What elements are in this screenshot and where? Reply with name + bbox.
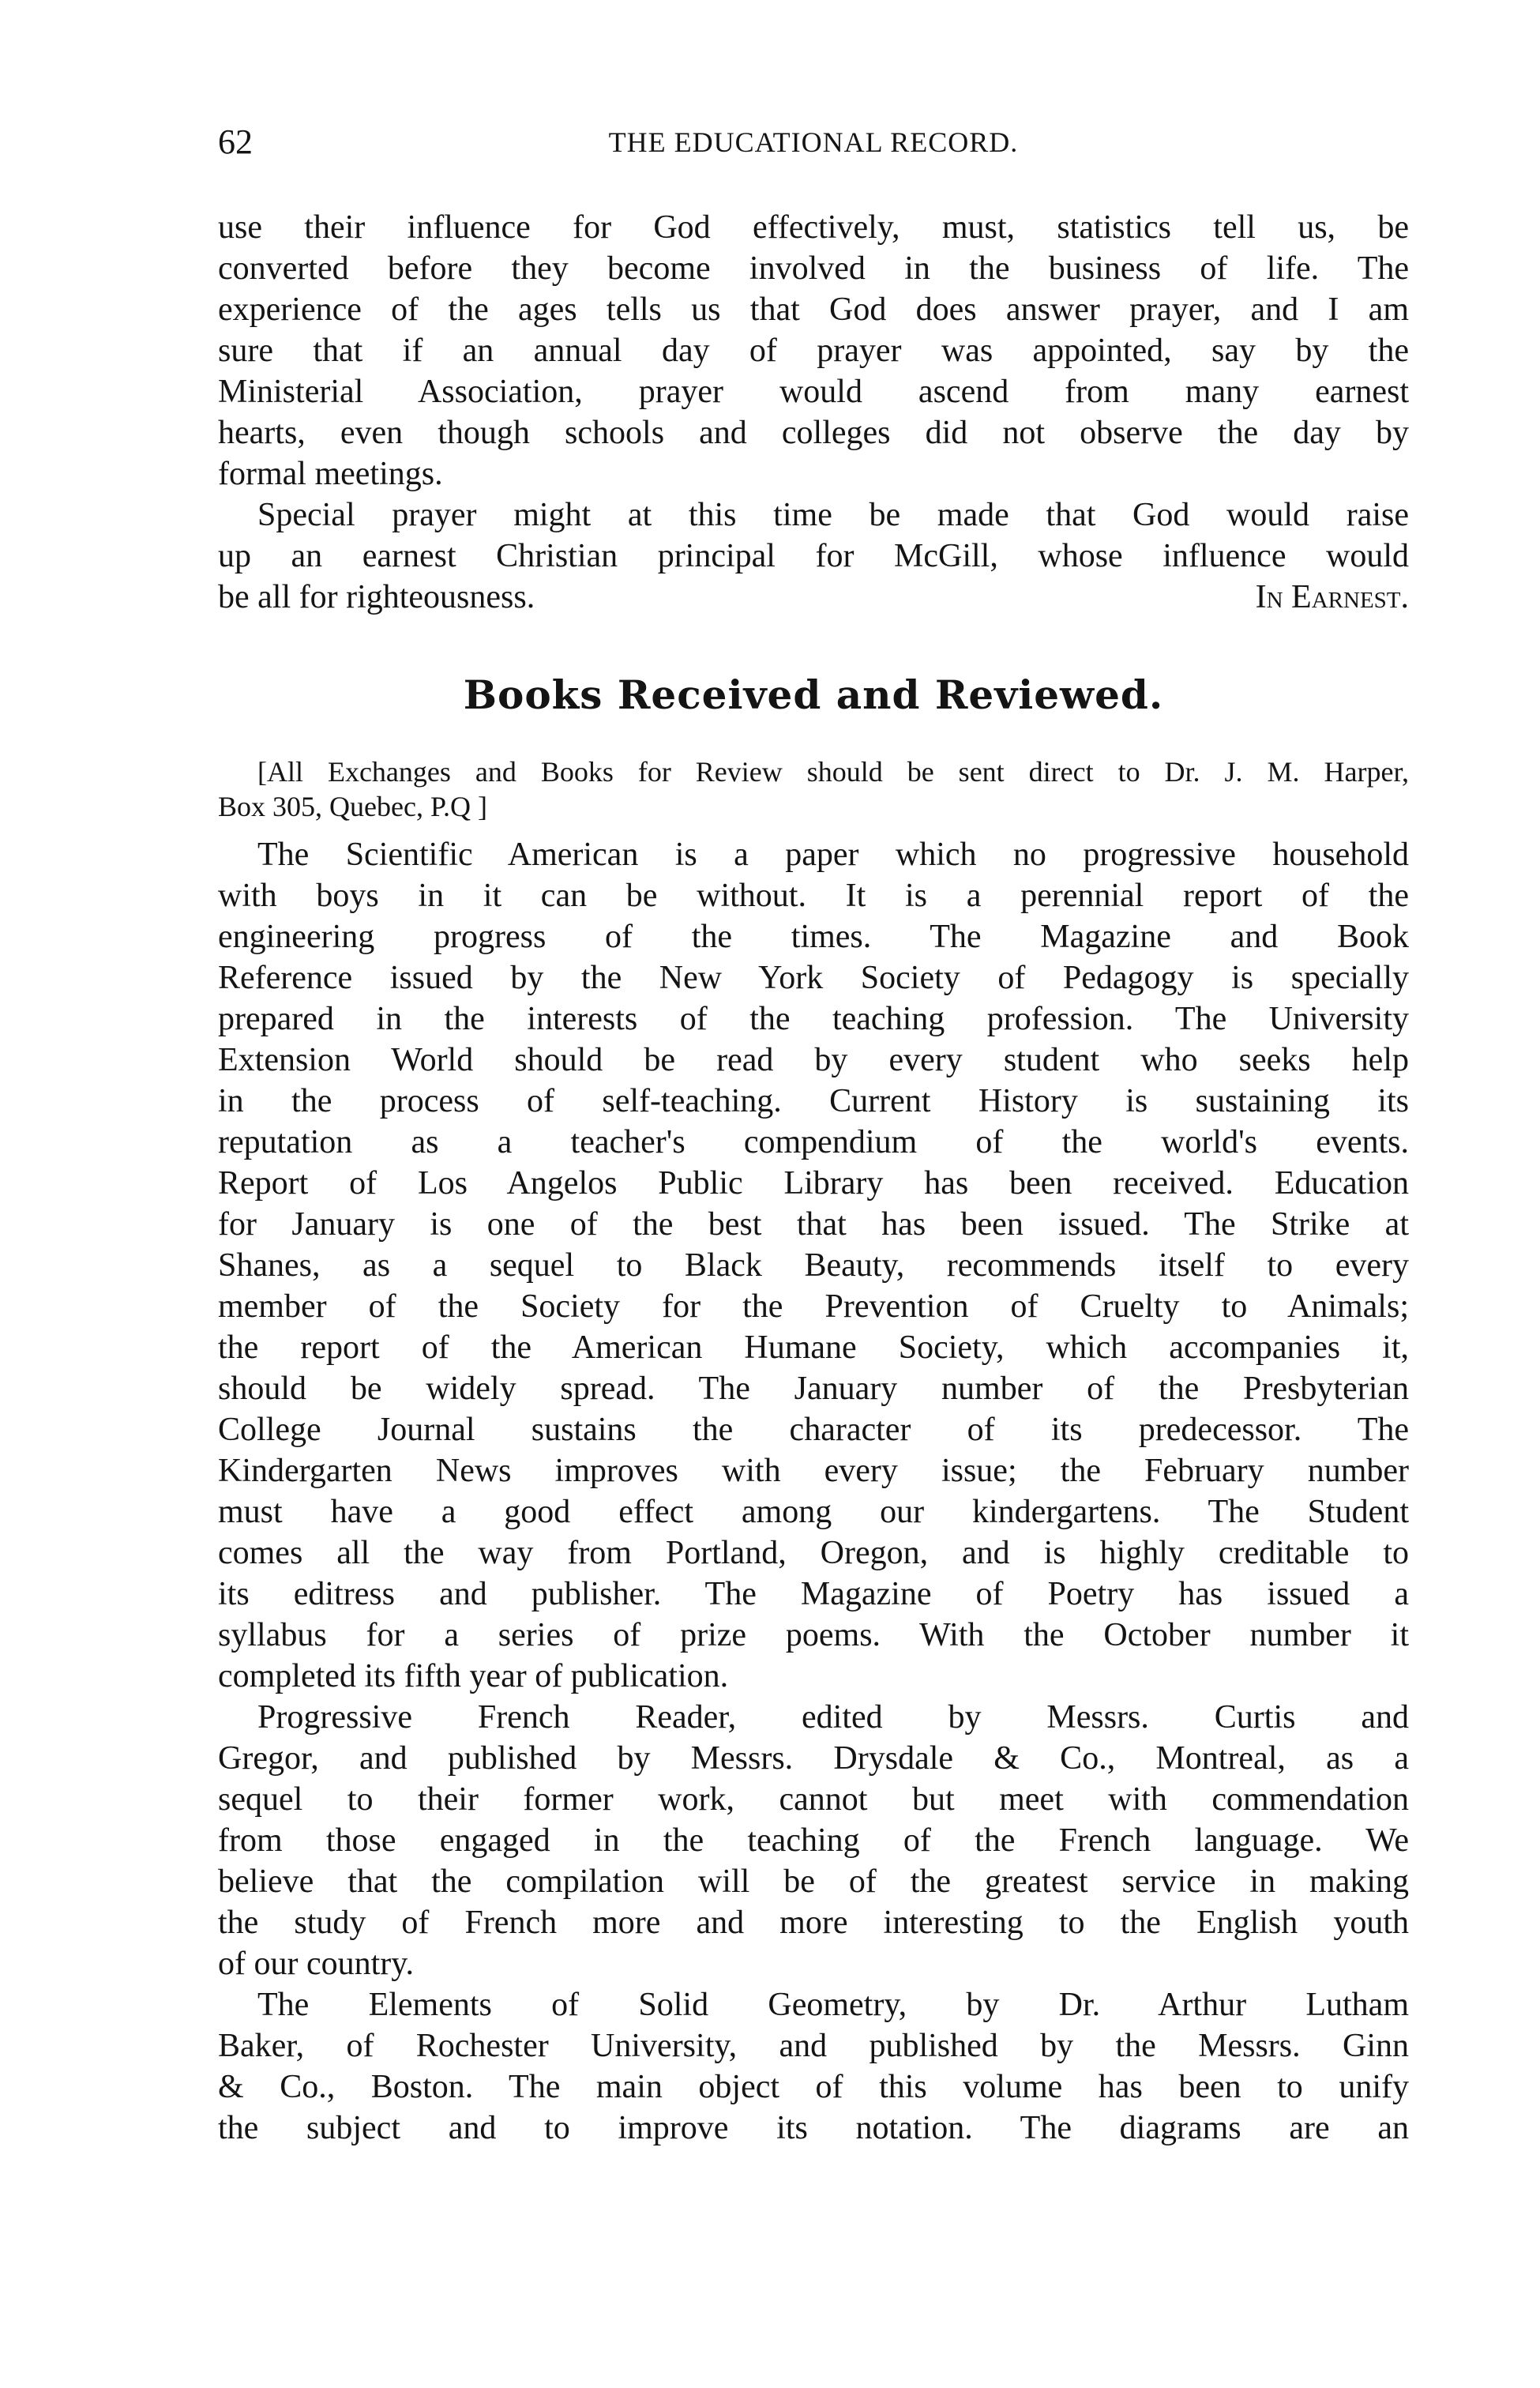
review-line: from those engaged in the teaching of the French language. We bbox=[218, 1822, 1409, 1859]
review-line: member of the Society for the Prevention of Cruelty to Animals; bbox=[218, 1288, 1409, 1325]
article-line: Special prayer might at this time be made that God would raise bbox=[257, 497, 1409, 533]
review-line: engineering progress of the times. The Magazine and Book bbox=[218, 919, 1409, 955]
review-line: should be widely spread. The January number of the Presbyterian bbox=[218, 1371, 1409, 1407]
review-line: with boys in it can be without. It is a perennial report of the bbox=[218, 878, 1409, 914]
review-line: the study of French more and more interesting to the English youth bbox=[218, 1905, 1409, 1941]
note-line: Box 305, Quebec, P.Q ] bbox=[218, 791, 487, 822]
review-line: Shanes, as a sequel to Black Beauty, recommends itself to every bbox=[218, 1247, 1409, 1284]
running-head bbox=[218, 118, 1409, 166]
review-line: Baker, of Rochester University, and published by the Messrs. Ginn bbox=[218, 2028, 1409, 2064]
editorial-note bbox=[218, 754, 1409, 824]
review-line: for January is one of the best that has been issued. The Strike at bbox=[218, 1206, 1409, 1243]
review-line: the subject and to improve its notation. The diagrams are an bbox=[218, 2110, 1409, 2146]
review-line: syllabus for a series of prize poems. With the October number it bbox=[218, 1617, 1409, 1653]
author-signature: In Earnest. bbox=[1255, 579, 1409, 615]
review-line: Report of Los Angelos Public Library has been received. Education bbox=[218, 1165, 1409, 1202]
article-line: up an earnest Christian principal for McGill, whose influence would bbox=[218, 538, 1409, 574]
review-line: the report of the American Humane Society, which accompanies it, bbox=[218, 1329, 1409, 1366]
review-line: Gregor, and published by Messrs. Drysdale & Co., Montreal, as a bbox=[218, 1740, 1409, 1777]
review-line: of our country. bbox=[218, 1946, 415, 1982]
page-number: 62 bbox=[218, 122, 253, 161]
review-line: reputation as a teacher's compendium of the world's events. bbox=[218, 1124, 1409, 1160]
review-line: Progressive French Reader, edited by Messrs. Curtis and bbox=[257, 1699, 1409, 1736]
article-line: hearts, even though schools and colleges did not observe the day by bbox=[218, 415, 1409, 451]
review-line: Reference issued by the New York Society of Pedagogy is specially bbox=[218, 960, 1409, 996]
review-line: Extension World should be read by every student who seeks help bbox=[218, 1042, 1409, 1078]
article-line: be all for righteousness. bbox=[218, 579, 535, 615]
article-line: Ministerial Association, prayer would ascend from many earnest bbox=[218, 374, 1409, 410]
review-line: prepared in the interests of the teaching profession. The University bbox=[218, 1001, 1409, 1037]
article-text bbox=[218, 207, 1409, 618]
review-line: must have a good effect among our kindergartens. The Student bbox=[218, 1494, 1409, 1530]
review-line: completed its fifth year of publication. bbox=[218, 1658, 729, 1694]
review-line: in the process of self-teaching. Current History is sustaining its bbox=[218, 1083, 1409, 1119]
review-line: The Elements of Solid Geometry, by Dr. Arthur Lutham bbox=[257, 1987, 1409, 2023]
review-line: & Co., Boston. The main object of this volume has been to unify bbox=[218, 2069, 1409, 2105]
article-line: formal meetings. bbox=[218, 456, 443, 492]
article-line: experience of the ages tells us that God does answer prayer, and I am bbox=[218, 291, 1409, 328]
review-line: sequel to their former work, cannot but meet with commendation bbox=[218, 1781, 1409, 1818]
review-line: believe that the compilation will be of the greatest service in making bbox=[218, 1863, 1409, 1900]
review-line: its editress and publisher. The Magazine of Poetry has issued a bbox=[218, 1576, 1409, 1612]
section-heading: Books Received and Reviewed. bbox=[463, 671, 1164, 718]
review-line: The Scientific American is a paper which no progressive household bbox=[257, 837, 1409, 873]
note-line: [All Exchanges and Books for Review should be sent direct to Dr. J. M. Harper, bbox=[257, 756, 1409, 788]
article-line: sure that if an annual day of prayer was appointed, say by the bbox=[218, 333, 1409, 369]
reviews-text bbox=[218, 834, 1409, 2149]
review-line: comes all the way from Portland, Oregon, and is highly creditable to bbox=[218, 1535, 1409, 1571]
article-closing-line bbox=[218, 577, 1409, 618]
journal-title: THE EDUCATIONAL RECORD. bbox=[608, 126, 1019, 158]
review-line: College Journal sustains the character of its predecessor. The bbox=[218, 1412, 1409, 1448]
article-line: use their influence for God effectively, must, statistics tell us, be bbox=[218, 209, 1409, 246]
review-line: Kindergarten News improves with every issue; the February number bbox=[218, 1453, 1409, 1489]
article-line: converted before they become involved in the business of life. The bbox=[218, 250, 1409, 287]
